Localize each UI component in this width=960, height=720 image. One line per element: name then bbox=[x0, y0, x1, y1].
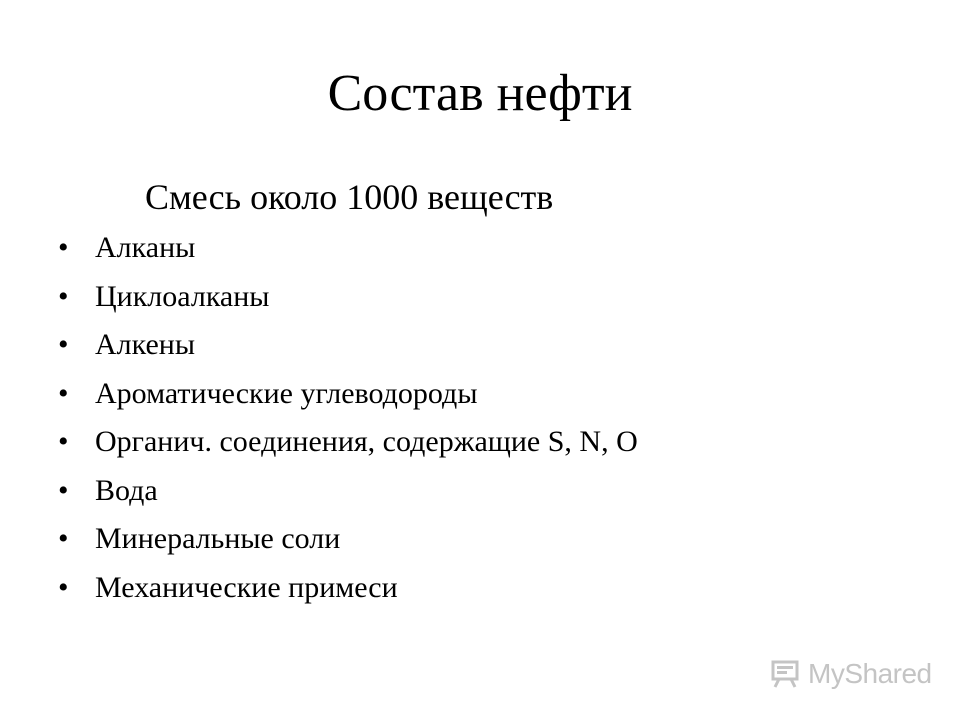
bullet-icon: • bbox=[58, 376, 69, 410]
list-item-text: Алкены bbox=[95, 328, 195, 361]
watermark-text: MyShared bbox=[808, 658, 932, 689]
slide-title: Состав нефти bbox=[327, 65, 633, 122]
list-item-text: Вода bbox=[95, 473, 158, 507]
list-item-text: Минеральные соли bbox=[95, 522, 341, 555]
slide-subtitle: Смесь около 1000 веществ bbox=[145, 177, 554, 217]
bullet-icon: • bbox=[58, 570, 69, 604]
list-item-text: Циклоалканы bbox=[95, 279, 270, 313]
bullet-icon: • bbox=[58, 425, 69, 458]
list-item-text: Механические примеси bbox=[95, 570, 398, 604]
watermark-logo bbox=[770, 656, 930, 692]
bullet-icon: • bbox=[58, 279, 69, 313]
bullet-icon: • bbox=[58, 231, 69, 264]
bullet-icon: • bbox=[58, 522, 69, 555]
presentation-board-icon bbox=[770, 659, 804, 689]
bullet-icon: • bbox=[58, 473, 69, 507]
list-item-text: Ароматические углеводороды bbox=[95, 376, 478, 410]
bullet-icon: • bbox=[58, 328, 69, 361]
list-item-text: Алканы bbox=[95, 231, 196, 264]
list-item-text: Органич. соединения, содержащие S, N, O bbox=[95, 425, 638, 458]
